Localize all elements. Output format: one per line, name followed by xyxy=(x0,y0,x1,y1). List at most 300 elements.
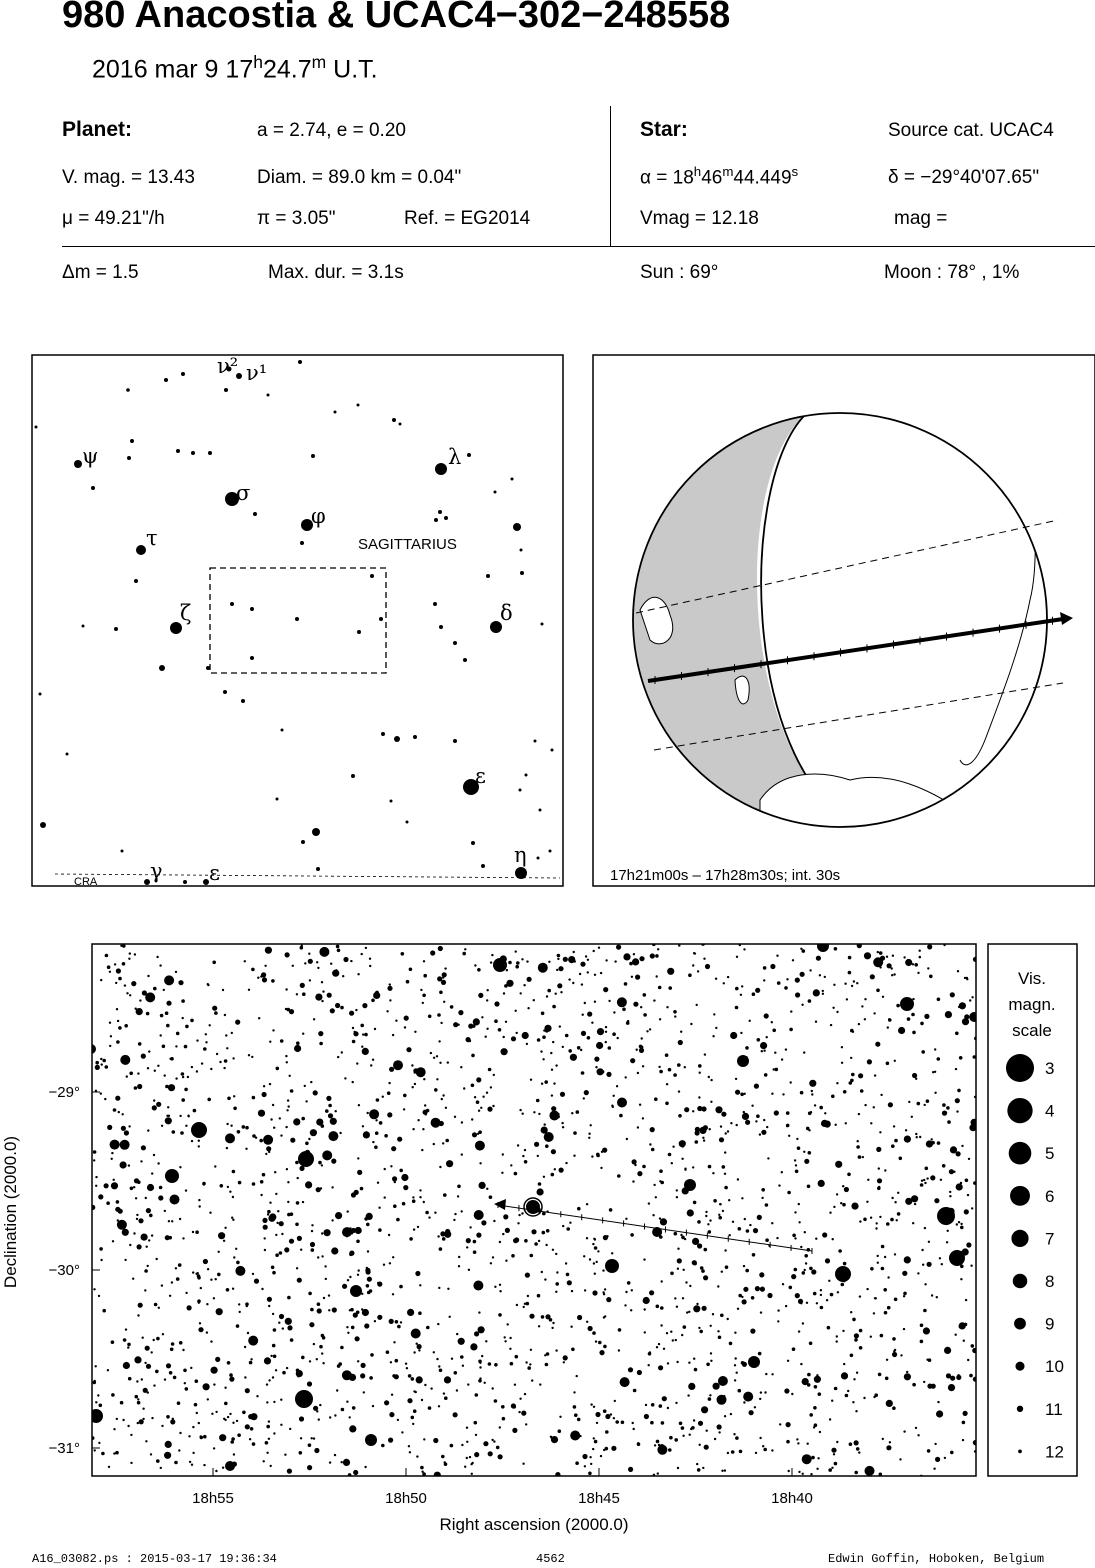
field-star xyxy=(928,1358,932,1362)
field-star xyxy=(287,1325,292,1330)
field-star xyxy=(480,1107,482,1109)
field-star xyxy=(311,1437,313,1439)
field-star xyxy=(433,1143,435,1145)
field-star xyxy=(198,1422,200,1424)
field-star xyxy=(295,1161,299,1165)
field-star xyxy=(287,1213,291,1217)
field-star xyxy=(828,1468,832,1472)
field-star xyxy=(763,1448,767,1452)
field-star xyxy=(347,1332,349,1334)
field-star xyxy=(914,963,918,967)
field-star xyxy=(815,1238,817,1240)
field-star xyxy=(110,1140,120,1150)
field-star xyxy=(767,1157,769,1159)
field-star xyxy=(216,1308,223,1315)
field-star xyxy=(236,1261,240,1265)
planet-pi: π = 3.05" xyxy=(257,208,336,229)
field-star xyxy=(931,1141,935,1145)
field-star xyxy=(331,1186,333,1188)
field-star xyxy=(342,1370,352,1380)
field-star xyxy=(384,1134,388,1138)
field-star xyxy=(237,1130,241,1134)
field-star xyxy=(286,1168,288,1170)
field-star xyxy=(378,1207,380,1209)
field-star xyxy=(581,1071,585,1075)
field-star xyxy=(784,986,788,990)
field-star xyxy=(502,1233,504,1235)
field-star xyxy=(446,1160,453,1167)
field-star xyxy=(379,1121,383,1125)
field-star xyxy=(936,1296,938,1298)
field-star xyxy=(273,1401,275,1403)
field-star xyxy=(245,1424,250,1429)
field-star xyxy=(111,1393,115,1397)
field-star xyxy=(577,1207,581,1211)
field-star xyxy=(557,983,562,988)
field-star xyxy=(864,1104,866,1106)
field-star xyxy=(534,1242,538,1246)
field-star xyxy=(232,1196,234,1198)
field-star xyxy=(798,1471,800,1473)
field-star xyxy=(296,993,298,995)
field-star xyxy=(537,1294,541,1298)
field-star xyxy=(628,1367,633,1372)
field-star xyxy=(617,997,627,1007)
field-star xyxy=(461,1121,463,1123)
field-star xyxy=(193,1109,197,1113)
field-star xyxy=(642,1117,644,1119)
field-star xyxy=(605,1430,609,1434)
field-star xyxy=(441,1455,445,1459)
field-star xyxy=(423,1078,425,1080)
field-star xyxy=(582,1454,587,1459)
field-star xyxy=(141,1145,146,1150)
field-star xyxy=(911,1116,913,1118)
field-star xyxy=(514,1172,518,1176)
field-star xyxy=(644,1331,646,1333)
field-star xyxy=(745,1046,749,1050)
field-star xyxy=(556,1271,558,1273)
field-star xyxy=(600,972,602,974)
field-star xyxy=(781,1171,783,1173)
field-star xyxy=(211,1413,213,1415)
field-star xyxy=(735,1078,737,1080)
field-star xyxy=(196,1412,198,1414)
field-star xyxy=(795,1164,797,1166)
field-star xyxy=(761,1197,763,1199)
field-star xyxy=(709,1128,711,1130)
field-star xyxy=(740,1032,742,1034)
field-star xyxy=(161,1125,163,1127)
greek-label-epsilon: ε xyxy=(475,764,486,788)
field-star xyxy=(940,1179,942,1181)
field-star xyxy=(169,1058,171,1060)
field-star xyxy=(586,1203,588,1205)
field-star xyxy=(956,1183,963,1190)
field-star xyxy=(247,1332,249,1334)
field-star xyxy=(203,1259,208,1264)
field-star xyxy=(831,1095,835,1099)
field-star xyxy=(494,1363,498,1367)
field-star xyxy=(878,1373,882,1377)
field-star xyxy=(138,1042,142,1046)
greek-label-lambda: λ xyxy=(448,445,462,469)
field-star xyxy=(603,1293,605,1295)
field-star xyxy=(329,1461,331,1463)
field-star xyxy=(372,1059,374,1061)
field-star xyxy=(836,1082,838,1084)
field-star xyxy=(870,974,875,979)
field-star xyxy=(734,1332,736,1334)
field-star xyxy=(134,953,136,955)
field-star xyxy=(223,1240,225,1242)
field-star xyxy=(153,1339,155,1341)
field-star xyxy=(462,952,466,956)
field-star xyxy=(538,1113,540,1115)
field-star xyxy=(850,1354,854,1358)
field-star xyxy=(486,1092,488,1094)
field-star xyxy=(574,1413,578,1417)
field-star xyxy=(248,1054,250,1056)
field-star xyxy=(503,992,505,994)
field-star xyxy=(293,1118,300,1125)
field-star xyxy=(829,1212,831,1214)
field-star xyxy=(185,1125,187,1127)
field-star xyxy=(892,955,894,957)
field-star xyxy=(681,1158,683,1160)
field-star xyxy=(160,1467,162,1469)
field-star xyxy=(586,1321,588,1323)
field-star xyxy=(108,1466,110,1468)
field-star xyxy=(181,1072,185,1076)
field-star xyxy=(870,1217,872,1219)
field-star xyxy=(263,1225,268,1230)
field-star xyxy=(807,1373,811,1377)
field-star xyxy=(233,1095,235,1097)
field-star xyxy=(520,992,522,994)
field-star xyxy=(732,1221,734,1223)
field-star xyxy=(522,1032,529,1039)
field-star xyxy=(606,1297,611,1302)
field-star xyxy=(335,1003,340,1008)
field-star xyxy=(880,1094,882,1096)
field-star xyxy=(151,1417,153,1419)
field-star xyxy=(585,955,587,957)
field-star xyxy=(594,1057,599,1062)
greek-label-nu2: ν² xyxy=(217,354,239,378)
field-star xyxy=(684,1238,686,1240)
field-star xyxy=(236,1420,238,1422)
field-star xyxy=(498,1454,503,1459)
field-star xyxy=(524,1393,526,1395)
field-star xyxy=(955,1068,957,1070)
page-title: 980 Anacostia & UCAC4−302−248558 xyxy=(62,0,731,36)
field-star xyxy=(937,1057,941,1061)
field-star xyxy=(571,1290,573,1292)
field-star xyxy=(238,1181,242,1185)
field-star xyxy=(752,992,756,996)
field-star xyxy=(795,992,800,997)
field-star xyxy=(802,1454,812,1464)
xtick-label: 18h40 xyxy=(771,1490,813,1507)
event-time: 2016 mar 9 17$^h$24.7$^m$ U.T. xyxy=(92,52,378,84)
field-star xyxy=(957,1374,959,1376)
field-star xyxy=(639,1104,641,1106)
field-star xyxy=(321,1352,323,1354)
field-star xyxy=(287,1469,292,1474)
field-star xyxy=(199,1205,201,1207)
field-star xyxy=(874,1393,878,1397)
field-star xyxy=(151,1351,153,1353)
field-star xyxy=(215,1411,217,1413)
field-star xyxy=(196,1039,198,1041)
field-star xyxy=(626,1138,628,1140)
field-star xyxy=(362,1125,364,1127)
field-star xyxy=(403,1094,407,1098)
field-star xyxy=(476,1100,480,1104)
field-star xyxy=(586,1237,588,1239)
field-star xyxy=(280,1424,282,1426)
field-star xyxy=(355,1336,360,1341)
legend-marker xyxy=(1018,1450,1022,1454)
field-star xyxy=(864,952,871,959)
field-star xyxy=(777,1309,779,1311)
planet-orbit: a = 2.74, e = 0.20 xyxy=(257,120,406,141)
field-star xyxy=(687,1209,694,1216)
field-star xyxy=(413,1068,418,1073)
field-star xyxy=(527,1295,529,1297)
field-star xyxy=(526,1043,528,1045)
field-star xyxy=(301,1117,305,1121)
field-star xyxy=(541,1271,543,1273)
field-star xyxy=(592,1448,594,1450)
field-star xyxy=(746,1229,750,1233)
field-star xyxy=(371,999,375,1003)
field-star xyxy=(301,1356,305,1360)
field-star xyxy=(866,1201,868,1203)
field-star xyxy=(713,1199,717,1203)
field-star xyxy=(659,1169,663,1173)
field-star xyxy=(736,1372,738,1374)
field-star xyxy=(836,1335,838,1337)
field-star xyxy=(811,1456,815,1460)
field-star xyxy=(145,1346,150,1351)
field-star xyxy=(406,1367,408,1369)
field-star xyxy=(886,956,888,958)
field-star xyxy=(328,1131,338,1141)
field-star xyxy=(703,958,705,960)
field-star xyxy=(509,1337,511,1339)
field-star xyxy=(593,1406,595,1408)
field-star xyxy=(341,1408,345,1412)
field-star xyxy=(486,999,488,1001)
field-star xyxy=(275,1234,277,1236)
field-star xyxy=(387,1112,392,1117)
field-star xyxy=(639,956,644,961)
field-star xyxy=(407,1309,414,1316)
field-star xyxy=(378,1228,382,1232)
field-star xyxy=(133,1186,135,1188)
field-star xyxy=(304,962,306,964)
field-star xyxy=(325,1109,329,1113)
field-star xyxy=(391,1394,393,1396)
field-star xyxy=(392,1034,394,1036)
field-star xyxy=(809,969,811,971)
field-star xyxy=(499,1290,501,1292)
field-star xyxy=(698,1096,700,1098)
field-star xyxy=(830,1293,834,1297)
field-star xyxy=(743,1111,745,1113)
field-star xyxy=(660,1218,667,1225)
field-star xyxy=(179,1115,181,1117)
field-star xyxy=(254,1279,259,1284)
field-star xyxy=(963,1411,968,1416)
field-star xyxy=(555,993,557,995)
footer-file: A16_03082.ps : 2015-03-17 19:36:34 xyxy=(32,1552,277,1566)
field-star xyxy=(757,1038,761,1042)
field-star xyxy=(570,1431,580,1441)
field-star xyxy=(197,1299,201,1303)
field-star xyxy=(524,1160,528,1164)
field-star xyxy=(927,967,929,969)
field-star xyxy=(134,1086,138,1090)
field-star xyxy=(187,1076,189,1078)
field-star xyxy=(904,1373,911,1380)
field-star xyxy=(568,1049,572,1053)
field-star xyxy=(608,1000,610,1002)
field-star xyxy=(395,1320,399,1324)
field-star xyxy=(149,1214,153,1218)
field-star xyxy=(280,1134,282,1136)
y-axis-label: Declination (2000.0) xyxy=(1,1135,20,1289)
field-star xyxy=(688,1383,695,1390)
field-star xyxy=(107,1369,109,1371)
field-star xyxy=(314,1448,319,1453)
field-star xyxy=(285,1055,287,1057)
field-star xyxy=(559,1416,561,1418)
field-star xyxy=(836,1441,838,1443)
field-star xyxy=(319,1404,321,1406)
field-star xyxy=(896,1004,900,1008)
field-star xyxy=(763,979,765,981)
field-star xyxy=(417,1344,422,1349)
field-star xyxy=(251,968,255,972)
field-star xyxy=(816,1302,818,1304)
field-star xyxy=(654,1444,656,1446)
field-star xyxy=(474,1331,479,1336)
field-star xyxy=(109,1045,111,1047)
field-star xyxy=(502,1417,506,1421)
bright-star xyxy=(86,1044,96,1054)
field-star xyxy=(350,960,352,962)
field-star xyxy=(766,1036,768,1038)
field-star xyxy=(921,1249,923,1251)
field-star xyxy=(266,1401,268,1403)
field-star xyxy=(328,1294,330,1296)
field-star xyxy=(853,980,855,982)
field-star xyxy=(816,1468,818,1470)
field-star xyxy=(416,1376,423,1383)
field-star xyxy=(436,1078,438,1080)
field-star xyxy=(765,1238,769,1242)
field-star xyxy=(831,1448,836,1453)
field-star xyxy=(841,1283,845,1287)
field-star xyxy=(384,1400,389,1405)
field-star xyxy=(370,1064,372,1066)
field-star xyxy=(374,1320,376,1322)
field-star xyxy=(269,1083,271,1085)
field-star xyxy=(137,1422,139,1424)
field-star xyxy=(668,1068,672,1072)
field-star xyxy=(172,1130,176,1134)
field-star xyxy=(886,1062,890,1066)
field-star xyxy=(491,1439,493,1441)
field-star xyxy=(867,1059,872,1064)
field-star xyxy=(558,966,563,971)
field-star xyxy=(882,996,884,998)
field-star xyxy=(589,1258,591,1260)
field-star xyxy=(703,1275,708,1280)
field-star xyxy=(742,1113,749,1120)
field-star xyxy=(102,1309,106,1313)
field-star xyxy=(347,1210,349,1212)
field-star xyxy=(856,1447,860,1451)
field-star xyxy=(734,1379,736,1381)
field-star xyxy=(737,1178,739,1180)
field-star xyxy=(386,1010,388,1012)
field-star xyxy=(130,1462,132,1464)
field-star xyxy=(438,946,443,951)
field-star xyxy=(504,1336,506,1338)
field-star xyxy=(692,1238,699,1245)
legend-mag-label: 12 xyxy=(1045,1442,1064,1462)
field-star xyxy=(887,1026,889,1028)
field-star xyxy=(216,1053,218,1055)
field-star xyxy=(934,1443,936,1445)
field-star xyxy=(724,1173,726,1175)
field-star xyxy=(372,1141,374,1143)
bright-star xyxy=(684,1179,696,1191)
field-star xyxy=(584,1289,586,1291)
field-star xyxy=(168,1084,175,1091)
field-star xyxy=(250,1413,257,1420)
field-star xyxy=(516,1304,518,1306)
field-star xyxy=(633,1428,635,1430)
legend-marker xyxy=(1013,1274,1028,1289)
field-star xyxy=(413,1390,415,1392)
field-star xyxy=(229,1373,233,1377)
field-star xyxy=(785,1048,787,1050)
field-star xyxy=(191,1140,193,1142)
field-star xyxy=(831,1467,833,1469)
star-label: Star: xyxy=(640,118,688,141)
field-star xyxy=(809,1267,813,1271)
field-star xyxy=(260,1180,264,1184)
field-star xyxy=(313,1018,315,1020)
field-star xyxy=(666,1332,668,1334)
field-star xyxy=(794,1268,798,1272)
field-star xyxy=(430,1387,432,1389)
field-star xyxy=(634,1164,636,1166)
field-star xyxy=(479,1182,486,1189)
field-star xyxy=(316,961,318,963)
field-star xyxy=(830,1024,832,1026)
field-star xyxy=(177,1401,181,1405)
ytick-label: −29° xyxy=(48,1084,80,1101)
field-star xyxy=(890,1218,894,1222)
field-star xyxy=(389,999,391,1001)
field-star xyxy=(207,984,209,986)
